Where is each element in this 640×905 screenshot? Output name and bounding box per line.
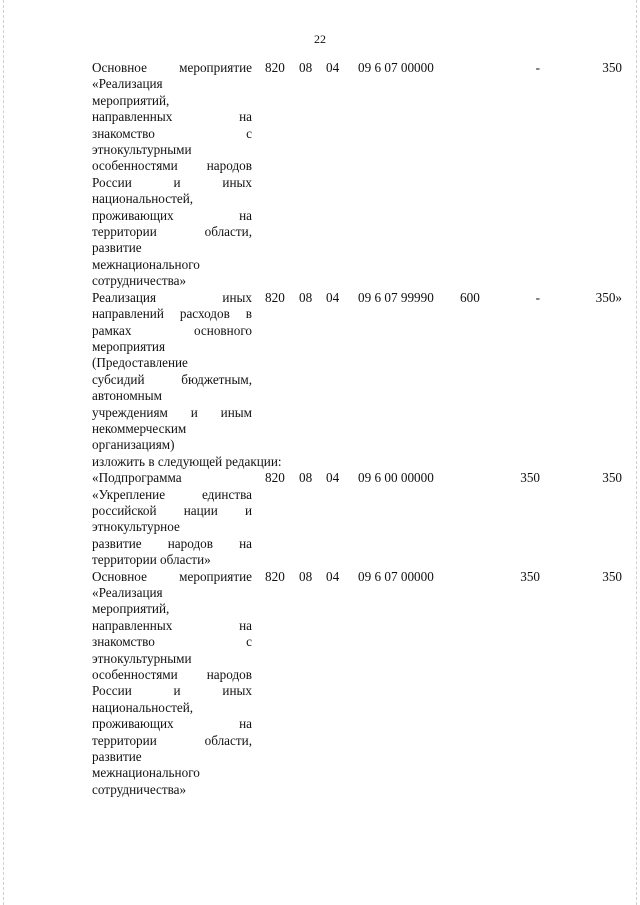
row-name-line: российской нации и xyxy=(92,502,252,518)
rows-before xyxy=(92,60,622,454)
row-name-line: субсидий бюджетным, xyxy=(92,371,252,387)
row-name-line: территории области, xyxy=(92,732,252,748)
row-name-line: национальностей, xyxy=(92,699,194,715)
row-name-line: направленных на xyxy=(92,109,252,125)
row-name-line: Основное мероприятие xyxy=(92,60,252,75)
row-name-line: рамках основного xyxy=(92,322,252,338)
rows-after xyxy=(92,470,622,798)
ministry-code: 820 xyxy=(265,470,285,486)
budget-table xyxy=(92,60,622,798)
row-name-line: проживающих на xyxy=(92,207,252,223)
row-name-line: мероприятий, xyxy=(92,601,170,617)
subsection-code: 04 xyxy=(326,60,340,75)
subsection-code: 04 xyxy=(326,470,340,486)
row-name-line: территории области, xyxy=(92,224,252,240)
row-name-line: этнокультурными xyxy=(92,650,192,666)
section-code: 08 xyxy=(299,60,313,75)
row-name-line: особенностями народов xyxy=(92,158,252,174)
row-name-line: межнационального xyxy=(92,256,200,272)
section-code: 08 xyxy=(299,568,313,584)
row-name-line: направлений расходов в xyxy=(92,306,252,322)
amendment-note: изложить в следующей редакции: xyxy=(92,453,282,469)
table-row xyxy=(92,290,622,454)
amount-year-1: 350 xyxy=(520,568,540,584)
row-name-line: развитие xyxy=(92,749,142,765)
row-name-line: знакомство с xyxy=(92,125,252,141)
amount-year-1: 350 xyxy=(520,470,540,486)
table-row xyxy=(92,60,622,290)
row-name-line: (Предоставление xyxy=(92,355,188,371)
expense-type-code: 600 xyxy=(460,289,480,305)
amount-year-1: - xyxy=(535,60,540,75)
row-name-line: мероприятий, xyxy=(92,92,170,108)
row-name-line: проживающих на xyxy=(92,716,252,732)
row-name-line: национальностей, xyxy=(92,191,194,207)
row-name-line: Основное мероприятие xyxy=(92,568,252,584)
row-name-line: автономным xyxy=(92,388,162,404)
row-name xyxy=(92,569,252,799)
ministry-code: 820 xyxy=(265,568,285,584)
ministry-code: 820 xyxy=(265,60,285,75)
target-article-code: 09 6 07 00000 xyxy=(358,60,434,75)
row-name-line: некоммерческим xyxy=(92,420,187,436)
target-article-code: 09 6 00 00000 xyxy=(358,470,434,486)
row-name-line: развитие xyxy=(92,240,142,256)
table-row xyxy=(92,470,622,568)
amount-year-2: 350 xyxy=(602,60,622,75)
ministry-code: 820 xyxy=(265,289,285,305)
row-name-line: этнокультурными xyxy=(92,142,192,158)
section-code: 08 xyxy=(299,470,313,486)
row-name-line: России и иных xyxy=(92,683,252,699)
row-name xyxy=(92,470,252,568)
right-page-edge xyxy=(636,0,637,905)
target-article-code: 09 6 07 99990 xyxy=(358,289,434,305)
page-number: 22 xyxy=(314,32,326,46)
table-row xyxy=(92,569,622,799)
row-name-line: межнационального xyxy=(92,765,200,781)
amount-year-2: 350» xyxy=(595,289,622,305)
row-name-line: сотрудничества» xyxy=(92,273,187,289)
subsection-code: 04 xyxy=(326,568,340,584)
row-name-line: «Укрепление единства xyxy=(92,486,252,502)
row-name-line: Реализация иных xyxy=(92,289,252,305)
row-name-line: России и иных xyxy=(92,174,252,190)
row-name-line: территории области» xyxy=(92,552,211,568)
row-name xyxy=(92,60,252,290)
section-code: 08 xyxy=(299,289,313,305)
row-name-line: развитие народов на xyxy=(92,535,252,551)
row-name-line: «Подпрограмма xyxy=(92,470,182,486)
row-name-line: знакомство с xyxy=(92,634,252,650)
amount-year-1: - xyxy=(535,289,540,305)
subsection-code: 04 xyxy=(326,289,340,305)
row-name-line: этнокультурное xyxy=(92,519,180,535)
target-article-code: 09 6 07 00000 xyxy=(358,568,434,584)
row-name-line: особенностями народов xyxy=(92,667,252,683)
row-name-line: учреждениям и иным xyxy=(92,404,252,420)
amount-year-2: 350 xyxy=(602,568,622,584)
left-page-edge xyxy=(3,0,4,905)
row-name-line: «Реализация xyxy=(92,585,163,600)
row-name-line: организациям) xyxy=(92,437,175,453)
row-name-line: сотрудничества» xyxy=(92,781,187,797)
row-name-line: «Реализация xyxy=(92,76,163,92)
row-name-line: мероприятия xyxy=(92,338,166,354)
amount-year-2: 350 xyxy=(602,470,622,486)
row-name-line: направленных на xyxy=(92,617,252,633)
row-name xyxy=(92,290,252,454)
